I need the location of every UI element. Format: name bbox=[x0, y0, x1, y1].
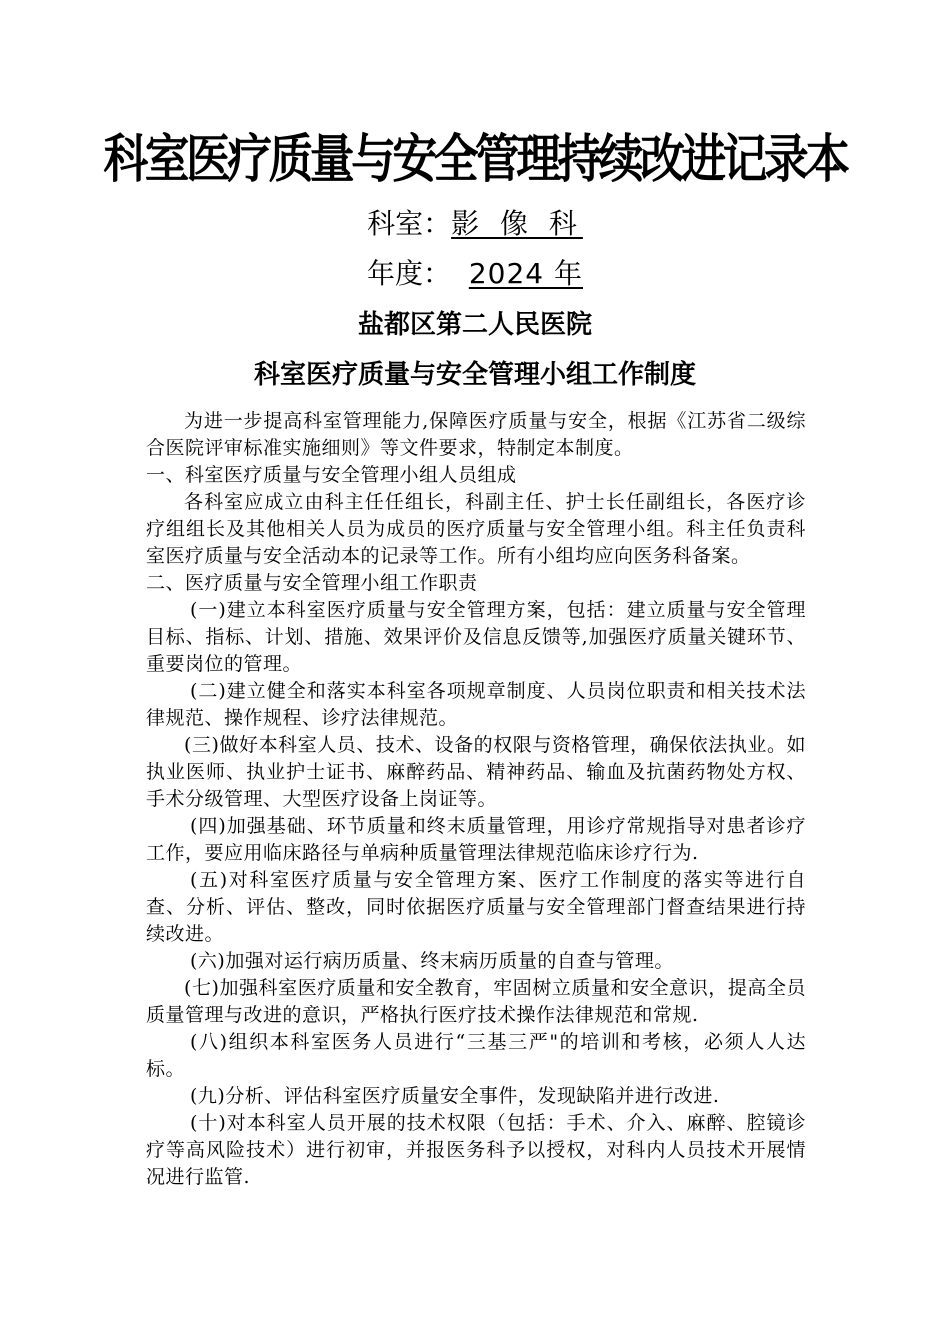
section-heading: 一、科室医疗质量与安全管理小组人员组成 bbox=[146, 464, 517, 486]
section-heading: 二、医疗质量与安全管理小组工作职责 bbox=[146, 572, 478, 594]
duty-item: (六)加强对运行病历质量、终末病历质量的自查与管理。 bbox=[190, 950, 674, 972]
duty-item: (七)加强科室医疗质量和安全教育，牢固树立质量和安全意识，提高全员质量管理与改进的意识，严格执行医疗技术操作法律规范和常规. bbox=[146, 977, 806, 1026]
regulation-body bbox=[146, 408, 806, 1191]
year-value: 2024 年 bbox=[468, 257, 583, 290]
record-book-title: 科室医疗质量与安全管理持续改进记录本 bbox=[103, 130, 847, 190]
body-paragraph: 各科室应成立由科主任任组长，科副主任、护士长任副组长，各医疗诊疗组组长及其他相关人员为成员的医疗质量与安全管理小组。科主任负责科室医疗质量与安全活动本的记录等工作。所有小组均应向医务科备案。 bbox=[146, 491, 806, 567]
regulation-title: 科室医疗质量与安全管理小组工作制度 bbox=[253, 360, 696, 390]
year-label: 年度： bbox=[367, 257, 452, 290]
duty-item: (十)对本科室人员开展的技术权限（包括：手术、介入、麻醉、腔镜诊疗等高风险技术）进行初审，并报医务科予以授权，对科内人员技术开展情况进行监管. bbox=[146, 1112, 806, 1188]
intro-paragraph: 为进一步提高科室管理能力,保障医疗质量与安全，根据《江苏省二级综合医院评审标准实施细则》等文件要求，特制定本制度。 bbox=[146, 410, 806, 459]
duty-item: (五)对科室医疗质量与安全管理方案、医疗工作制度的落实等进行自查、分析、评估、整改，同时依据医疗质量与安全管理部门督查结果进行持续改进。 bbox=[146, 869, 806, 945]
duty-item: (八)组织本科室医务人员进行“三基三严"的培训和考核，必须人人达标。 bbox=[146, 1031, 806, 1080]
department-line bbox=[0, 206, 950, 242]
duty-item: (四)加强基础、环节质量和终末质量管理，用诊疗常规指导对患者诊疗工作，要应用临床路径与单病种质量管理法律规范临床诊疗行为. bbox=[146, 815, 806, 864]
duty-item: (三)做好本科室人员、技术、设备的权限与资格管理，确保依法执业。如执业医师、执业护士证书、麻醉药品、精神药品、输血及抗菌药物处方权、手术分级管理、大型医疗设备上岗证等。 bbox=[146, 734, 806, 810]
department-label: 科室： bbox=[367, 207, 452, 240]
duty-item: (九)分析、评估科室医疗质量安全事件，发现缺陷并进行改进. bbox=[190, 1085, 720, 1107]
duty-item: (一)建立本科室医疗质量与安全管理方案，包括：建立质量与安全管理目标、指标、计划、措施、效果评价及信息反馈等,加强医疗质量关键环节、重要岗位的管理。 bbox=[146, 599, 806, 675]
hospital-name: 盐都区第二人民医院 bbox=[357, 310, 592, 340]
department-value: 影 像 科 bbox=[451, 207, 583, 240]
year-line bbox=[0, 256, 950, 292]
duty-item: (二)建立健全和落实本科室各项规章制度、人员岗位职责和相关技术法律规范、操作规程、诊疗法律规范。 bbox=[146, 680, 806, 729]
